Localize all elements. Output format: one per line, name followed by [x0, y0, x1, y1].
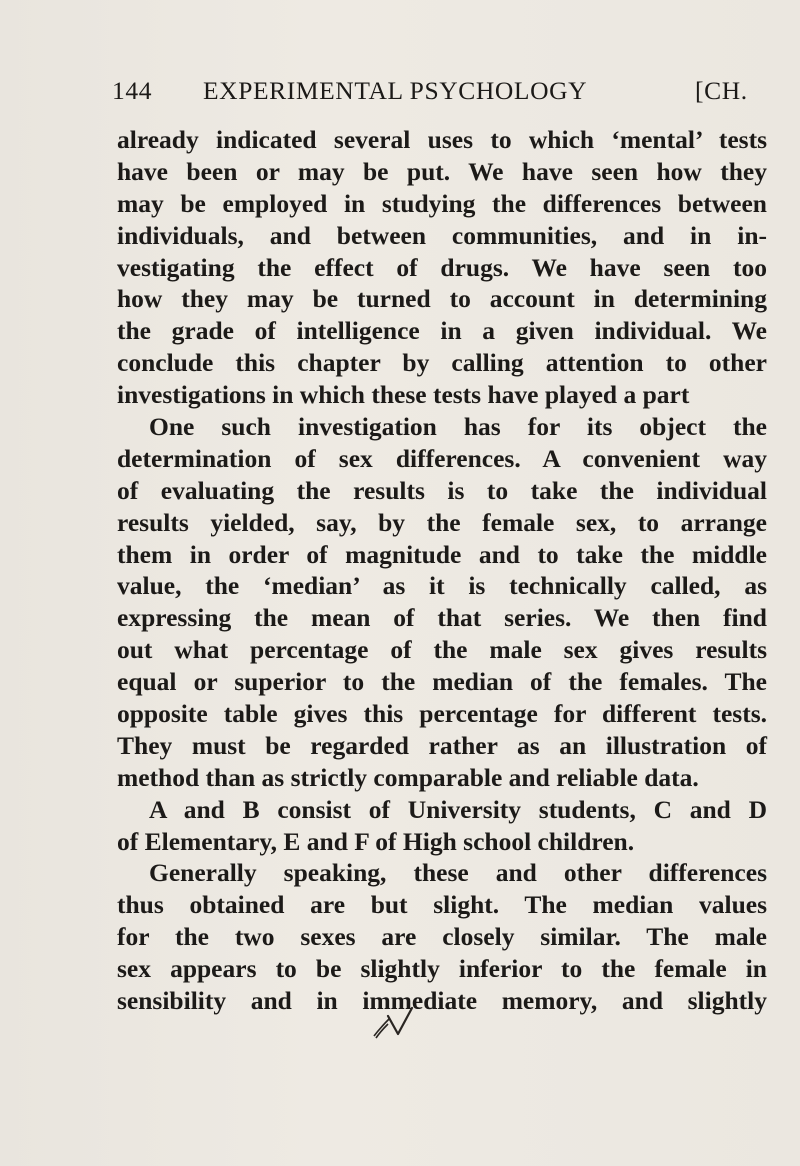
text-line: out what percentage of the male sex gives results	[117, 635, 767, 665]
text-line: of evaluating the results is to take the individual	[117, 475, 767, 505]
text-line: results yielded, say, by the female sex, to arrange	[117, 507, 767, 537]
text-line: vestigating the effect of drugs. We have seen too	[117, 252, 767, 282]
text-line: Generally speaking, these and other differences	[149, 858, 767, 888]
text-line: individuals, and between communities, and in in-	[117, 220, 767, 250]
chapter-mark: [CH.	[695, 76, 748, 105]
text-line: may be employed in studying the differences between	[117, 188, 767, 218]
text-line: method than as strictly comparable and reliable data.	[117, 762, 699, 792]
text-line: They must be regarded rather as an illustration of	[117, 730, 767, 760]
text-line: the grade of intelligence in a given individual. We	[117, 316, 767, 346]
text-line: how they may be turned to account in determining	[117, 284, 767, 314]
text-line: expressing the mean of that series. We then find	[117, 603, 767, 633]
text-line: sex appears to be slightly inferior to the female in	[117, 954, 767, 984]
page-number: 144	[112, 76, 153, 105]
text-line: for the two sexes are closely similar. The male	[117, 922, 767, 952]
text-line: of Elementary, E and F of High school children.	[117, 826, 635, 856]
text-line: already indicated several uses to which ‘mental’ tests	[117, 125, 767, 154]
text-line: equal or superior to the median of the females. The	[117, 667, 767, 697]
text-line: opposite table gives this percentage for different tests.	[117, 699, 767, 729]
body-text	[117, 124, 767, 1017]
text-line: them in order of magnitude and to take the middle	[117, 539, 767, 569]
text-line: thus obtained are but slight. The median values	[117, 890, 767, 920]
text-line: One such investigation has for its object the	[149, 412, 767, 442]
text-line: determination of sex differences. A convenient way	[117, 443, 767, 473]
text-line: have been or may be put. We have seen how they	[117, 156, 767, 186]
running-header	[112, 76, 772, 112]
text-line: sensibility and in immediate memory, and slightly	[117, 986, 767, 1016]
text-line: investigations in which these tests have played a part	[117, 380, 690, 410]
text-line: conclude this chapter by calling attention to other	[117, 348, 767, 378]
text-line: value, the ‘median’ as it is technically called, as	[117, 571, 767, 601]
printer-signature-mark	[368, 1002, 428, 1042]
running-title: EXPERIMENTAL PSYCHOLOGY	[203, 76, 588, 105]
text-line: A and B consist of University students, C and D	[149, 794, 767, 824]
